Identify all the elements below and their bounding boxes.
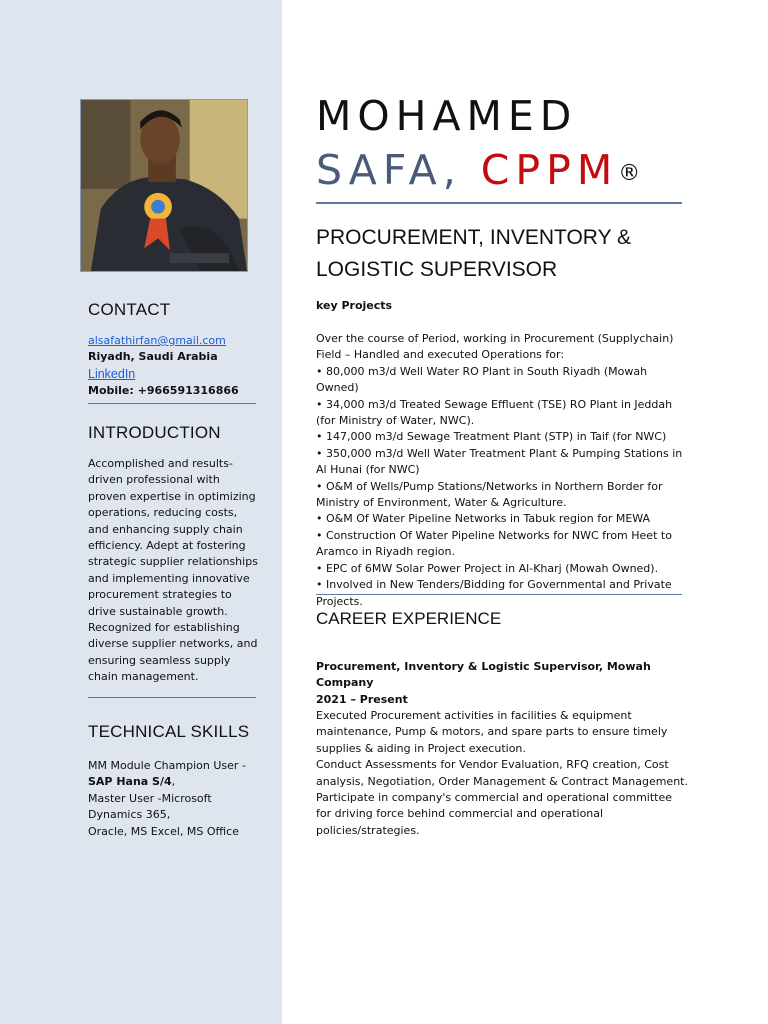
job-description [316, 708, 688, 839]
technical-skills-text [88, 758, 264, 840]
registered-mark: ® [618, 161, 641, 186]
skill-line-1: MM Module Champion User - [88, 759, 246, 772]
project-item: • 350,000 m3/d Well Water Treatment Plant & Pumping Stations in Al Hunai (for NWC) [316, 446, 683, 477]
career-heading: CAREER EXPERIENCE [316, 609, 502, 628]
introduction-heading: INTRODUCTION [88, 423, 221, 442]
project-item: • EPC of 6MW Solar Power Project in Al-Kharj (Mowah Owned). [316, 561, 659, 575]
contact-heading: CONTACT [88, 300, 171, 319]
project-item: • 80,000 m3/d Well Water RO Plant in South Riyadh (Mowah Owned) [316, 364, 648, 395]
credential: CPPM [480, 146, 619, 194]
role-line-1: PROCUREMENT, INVENTORY & [316, 226, 632, 249]
job-paragraph: Executed Procurement activities in facilities & equipment maintenance, Pump & motors, and spare parts to ensure timely supplies & aiding in Project execution. [316, 709, 668, 755]
name-divider [316, 202, 682, 204]
project-item: • O&M of Wells/Pump Stations/Networks in Northern Border for Ministry of Environment, Water & Agriculture. [316, 479, 663, 510]
skill-sap: SAP Hana S/4 [88, 775, 172, 789]
key-projects-text [316, 331, 688, 610]
technical-skills-heading: TECHNICAL SKILLS [88, 722, 250, 741]
job-role [316, 222, 676, 286]
linkedin-link[interactable]: LinkedIn [88, 366, 136, 381]
job-title: Procurement, Inventory & Logistic Supervisor, Mowah Company [316, 660, 651, 690]
name-last: SAFA, [316, 146, 481, 194]
skill-line-4: Oracle, MS Excel, MS Office [88, 824, 239, 838]
skill-sap-suffix: , [171, 775, 176, 789]
projects-divider [316, 594, 682, 595]
job-header [316, 659, 688, 708]
job-paragraph: Participate in company's commercial and operational committee for driving force behind commercial and operational policies/strategies. [316, 791, 673, 837]
job-paragraph: Conduct Assessments for Vendor Evaluation, RFQ creation, Cost analysis, Negotiation, Order Management & Contract Management. [316, 758, 688, 788]
name-second [316, 146, 640, 198]
contact-block [88, 333, 264, 400]
project-item: • Construction Of Water Pipeline Networks for NWC from Heet to Aramco in Riyadh region. [316, 528, 672, 559]
introduction-divider [88, 697, 256, 698]
role-line-2: LOGISTIC SUPERVISOR [316, 258, 558, 281]
name-first: MOHAMED [316, 92, 578, 140]
project-item: • 34,000 m3/d Treated Sewage Effluent (TSE) RO Plant in Jeddah (for Ministry of Water, NWC). [316, 397, 673, 428]
introduction-text: Accomplished and results-driven professional with proven expertise in optimizing operations, reducing costs, and enhancing supply chain efficiency. Adept at fostering strategic supplier relationships and implementing innovative procurement strategies to drive sustainable growth. Recognized for establishing diverse supplier networks, and ensuring seamless supply chain management. [88, 457, 258, 684]
skill-line-3: Master User -Microsoft Dynamics 365, [88, 791, 212, 822]
email-link[interactable]: alsafathirfan@gmail.com [88, 334, 226, 347]
mobile-text: Mobile: +966591316866 [88, 384, 239, 398]
projects-intro: Over the course of Period, working in Procurement (Supplychain) Field – Handled and executed Operations for: [316, 332, 674, 362]
key-projects-heading: key Projects [316, 299, 393, 312]
location-text: Riyadh, Saudi Arabia [88, 350, 218, 364]
profile-photo [80, 99, 248, 272]
contact-divider [88, 403, 256, 404]
project-item: • Involved in New Tenders/Bidding for Governmental and Private Projects. [316, 578, 672, 608]
project-item: • O&M Of Water Pipeline Networks in Tabuk region for MEWA [316, 512, 651, 526]
job-period: 2021 – Present [316, 692, 408, 706]
project-item: • 147,000 m3/d Sewage Treatment Plant (STP) in Taif (for NWC) [316, 430, 667, 444]
